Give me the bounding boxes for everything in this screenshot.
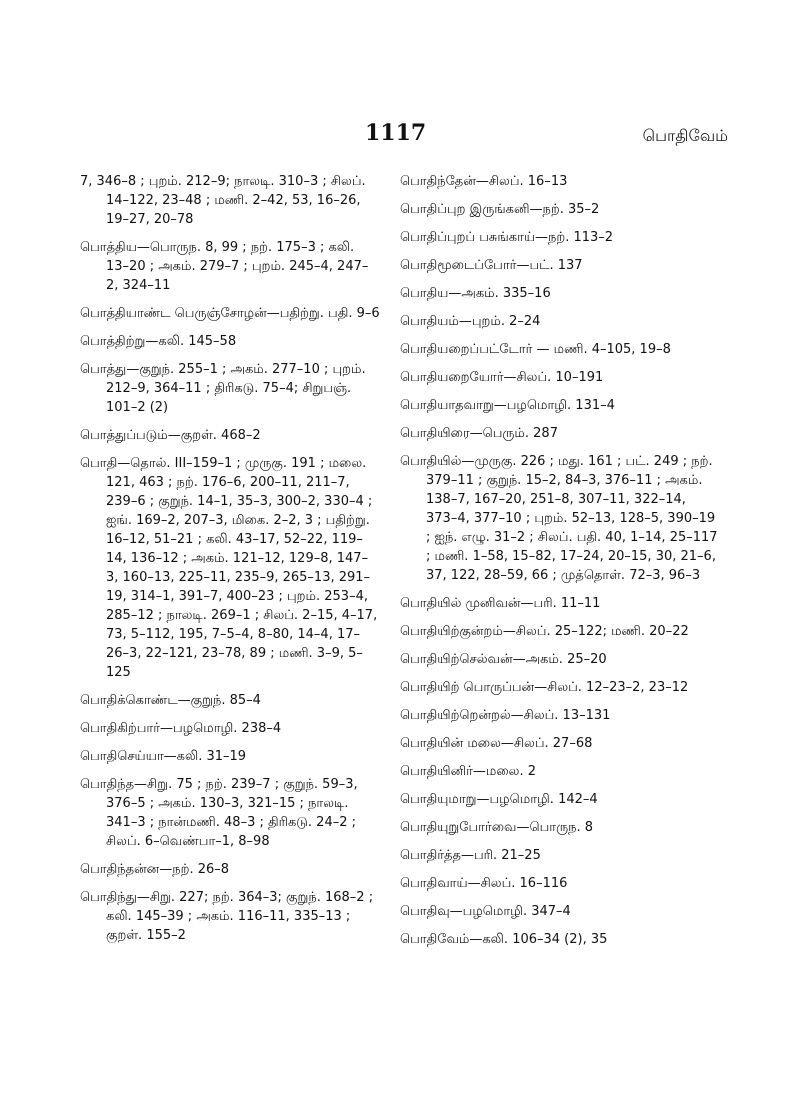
index-entry: பொதியின் மலை—சிலப். 27–68	[400, 736, 593, 751]
index-entry: பொதிந்த—சிறு. 75 ; நற். 239–7 ; குறுந். 59–3, 376–5 ; அகம். 130–3, 321–15 ; நாலடி. 341–3 ; நான்மணி. 48–3 ; திரிகடு. 24–2 ; சிலப். 6–வெண்பா–1, 8–98	[80, 777, 358, 849]
index-entry: பொதியில்—முருகு. 226 ; மது. 161 ; பட். 249 ; நற். 379–11 ; குறுந். 15–2, 84–3, 376–11 ; அகம். 138–7, 167–20, 251–8, 307–11, 322–14, 373–4, 377–10 ; புறம். 52–13, 128–5, 390–19 ; ஐந். எழு. 31–2 ; சிலப். பதி. 40, 1–14, 25–117 ; மணி. 1–58, 15–82, 17–24, 20–15, 30, 21–6, 37, 122, 28–59, 66 ; முத்தொள். 72–3, 96–3	[400, 454, 718, 583]
right-column	[400, 172, 718, 958]
index-entry: பொதிவாய்—சிலப். 16–116	[400, 876, 568, 891]
index-entry: பொதிக்கொண்ட—குறுந். 85–4	[80, 693, 261, 708]
index-entry: பொதியினிர்—மலை. 2	[400, 764, 537, 779]
index-entry: பொதிவு—பழமொழி. 347–4	[400, 904, 571, 919]
running-head: பொதிவேம்	[642, 126, 728, 145]
index-entry: பொதியுறுபோர்வை—பொருந. 8	[400, 820, 593, 835]
index-entry: பொதியிற் பொருப்பன்—சிலப். 12–23–2, 23–12	[400, 680, 689, 695]
index-entry: பொத்திற்று—கலி. 145–58	[80, 334, 237, 349]
index-entry: பொதிந்தேன்—சிலப். 16–13	[400, 174, 568, 189]
index-entry: 7, 346–8 ; புறம். 212–9; நாலடி. 310–3 ; சிலப். 14–122, 23–48 ; மணி. 2–42, 53, 16–26, 19–27, 20–78	[80, 174, 366, 227]
index-entry: பொதி—தொல். III–159–1 ; முருகு. 191 ; மலை. 121, 463 ; நற். 176–6, 200–11, 211–7, 239–6 ; குறுந். 14–1, 35–3, 300–2, 330–4 ; ஐங். 169–2, 207–3, மிகை. 2–2, 3 ; பதிற்று. 16–12, 51–21 ; கலி. 43–17, 52–22, 119–14, 136–12 ; அகம். 121–12, 129–8, 147–3, 160–13, 225–11, 235–9, 265–13, 291–19, 314–1, 391–7, 400–23 ; புறம். 253–4, 285–12 ; நாலடி. 269–1 ; சிலப். 2–15, 4–17, 73, 5–112, 195, 7–5–4, 8–80, 14–4, 17–26–3, 22–121, 23–78, 89 ; மணி. 3–9, 5–125	[80, 456, 378, 680]
index-entry: பொதிப்புறப் பசுங்காய்—நற். 113–2	[400, 230, 614, 245]
index-entry: பொதிய—அகம். 335–16	[400, 286, 551, 301]
index-entry: பொத்துப்படும்—குறள். 468–2	[80, 428, 261, 443]
left-column	[80, 172, 380, 954]
index-entry: பொதிர்த்த—பரி. 21–25	[400, 848, 541, 863]
index-entry: பொதியிரை—பெரும். 287	[400, 426, 558, 441]
index-entry: பொத்தியாண்ட பெருஞ்சோழன்—பதிற்று. பதி. 9–6	[80, 306, 380, 321]
page-header	[0, 120, 800, 160]
index-entry: பொத்து—குறுந். 255–1 ; அகம். 277–10 ; புறம். 212–9, 364–11 ; திரிகடு. 75–4; சிறுபஞ். 101–2 (2)	[80, 362, 366, 415]
index-entry: பொதிசெய்யா—கலி. 31–19	[80, 749, 247, 764]
index-entry: பொதிப்புற இருங்கனி—நற். 35–2	[400, 202, 600, 217]
index-entry: பொதியில் முனிவன்—பரி. 11–11	[400, 596, 601, 611]
index-entry: பொதிந்தன்ன—நற். 26–8	[80, 862, 230, 877]
page-number: 1117	[365, 120, 427, 146]
index-entry: பொதிகிற்பார்—பழமொழி. 238–4	[80, 721, 282, 736]
index-entry: பொதியிற்செல்வன்—அகம். 25–20	[400, 652, 607, 667]
index-entry: பொதியறையோர்—சிலப். 10–191	[400, 370, 604, 385]
index-entry: பொதியாதவாறு—பழமொழி. 131–4	[400, 398, 615, 413]
index-entry: பொதியிற்குன்றம்—சிலப். 25–122; மணி. 20–22	[400, 624, 689, 639]
index-entry: பொதியிற்றென்றல்—சிலப். 13–131	[400, 708, 611, 723]
index-entry: பொத்திய—பொருந. 8, 99 ; நற். 175–3 ; கலி. 13–20 ; அகம். 279–7 ; புறம். 245–4, 247–2, 324–11	[80, 240, 369, 293]
index-entry: பொதியறைப்பட்டோர் — மணி. 4–105, 19–8	[400, 342, 671, 357]
index-entry: பொதியம்—புறம். 2–24	[400, 314, 541, 329]
index-entry: பொதிமூடைப்போர்—பட். 137	[400, 258, 583, 273]
index-entry: பொதிவேம்—கலி. 106–34 (2), 35	[400, 932, 608, 947]
index-entry: பொதியுமாறு—பழமொழி. 142–4	[400, 792, 598, 807]
index-entry: பொதிந்து—சிறு. 227; நற். 364–3; குறுந். 168–2 ; கலி. 145–39 ; அகம். 116–11, 335–13 ; குறள். 155–2	[80, 890, 374, 943]
